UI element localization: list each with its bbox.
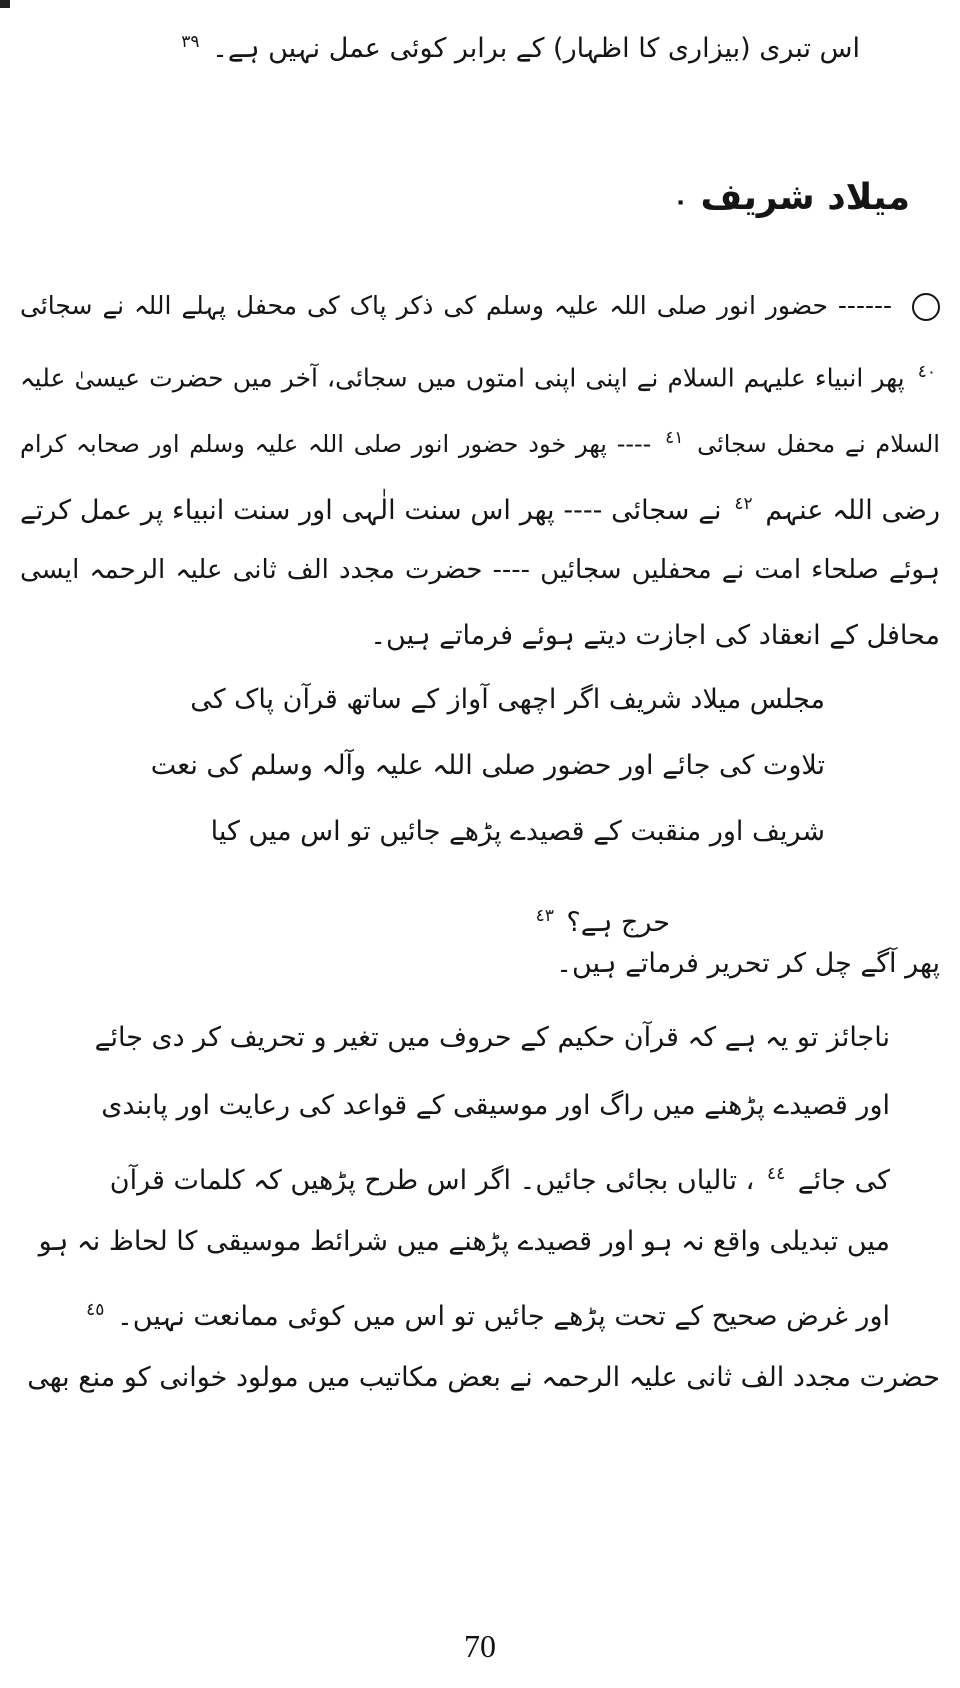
final-line <box>27 1358 940 1398</box>
footnote-ref-40: ٤٠ <box>917 362 936 382</box>
quote-text: حرج ہے؟ <box>566 907 670 938</box>
quote-text: اور غرض صحیح کے تحت پڑھے جائیں تو اس میں کوئی ممانعت نہیں۔ <box>116 1301 890 1332</box>
paragraph-line-1 <box>20 286 940 326</box>
quote-text: تلاوت کی جائے اور حضور صلی اللہ علیہ وآلہ وسلم کی نعت <box>150 750 825 781</box>
paragraph-text: پھر انبیاء علیہم السلام نے اپنی اپنی امتوں میں سجائی، آخر میں حضرت عیسیٰ علیہ <box>20 363 905 393</box>
intro-text: اس تبری (بیزاری کا اظہار) کے برابر کوئی عمل نہیں ہے۔ <box>212 33 860 64</box>
quote1-line-2 <box>151 746 825 786</box>
quote-text: مجلس میلاد شریف اگر اچھی آواز کے ساتھ قرآن پاک کی <box>190 684 825 715</box>
circle-bullet-icon <box>912 293 940 321</box>
page-number: 70 <box>464 1628 496 1664</box>
quote1-line-1 <box>190 680 825 720</box>
heading-text: میلاد شریف <box>700 177 910 218</box>
quote1-line-4 <box>532 896 670 943</box>
bridge-text: پھر آگے چل کر تحریر فرماتے ہیں۔ <box>556 948 940 979</box>
paragraph-text: رضی اللہ عنہم <box>765 495 940 526</box>
quote2-line-2 <box>101 1086 890 1126</box>
paragraph-text: ہوئے صلحاء امت نے محفلیں سجائیں ---- حضرت مجدد الف ثانی علیہ الرحمہ ایسی <box>20 555 940 585</box>
paragraph-line-4 <box>20 484 940 531</box>
quote-text: کی جائے <box>797 1165 890 1196</box>
intro-line <box>177 22 860 69</box>
quote2-line-4 <box>39 1222 890 1262</box>
quote2-line-1 <box>95 1018 890 1058</box>
final-text: حضرت مجدد الف ثانی علیہ الرحمہ نے بعض مکاتیب میں مولود خوانی کو منع بھی <box>27 1362 940 1393</box>
paragraph-line-5 <box>20 550 940 590</box>
quote-text: میں تبدیلی واقع نہ ہو اور قصیدے پڑھنے میں شرائط موسیقی کا لحاظ نہ ہو <box>38 1226 890 1257</box>
footnote-ref-45: ٤٥ <box>86 1300 105 1320</box>
corner-mark <box>0 0 10 8</box>
footnote-ref-43: ٤٣ <box>535 906 554 926</box>
paragraph-text: ------ حضور انور صلی اللہ علیہ وسلم کی ذکر پاک کی محفل پہلے اللہ نے سجائی <box>20 291 893 320</box>
paragraph-text: نے سجائی ---- پھر اس سنت الٰہی اور سنت انبیاء پر عمل کرتے <box>20 495 722 526</box>
heading-mark: ٠ <box>673 187 688 215</box>
quote-text: اور قصیدے پڑھنے میں راگ اور موسیقی کے قواعد کی رعایت اور پابندی <box>101 1090 890 1121</box>
paragraph-text: السلام نے محفل سجائی <box>697 430 940 458</box>
quote2-line-3 <box>110 1154 890 1201</box>
quote-text: شریف اور منقبت کے قصیدے پڑھے جائیں تو اس میں کیا <box>210 816 825 847</box>
paragraph-line-3 <box>20 418 940 464</box>
paragraph-line-6 <box>370 616 940 656</box>
paragraph-line-2 <box>20 352 940 398</box>
footnote-ref-44: ٤٤ <box>766 1164 786 1184</box>
bridge-line <box>556 944 940 984</box>
paragraph-text: ---- پھر خود حضور انور صلی اللہ علیہ وسلم اور صحابہ کرام <box>20 430 652 458</box>
quote-text: ناجائز تو یہ ہے کہ قرآن حکیم کے حروف میں تغیر و تحریف کر دی جائے <box>94 1022 890 1053</box>
section-heading <box>673 178 910 221</box>
footnote-ref-39: ٣٩ <box>181 32 200 52</box>
quote-text: ، تالیاں بجائی جائیں۔ اگر اس طرح پڑھیں کہ کلمات قرآن <box>109 1165 755 1196</box>
quote2-line-5 <box>82 1290 890 1337</box>
footnote-ref-42: ٤٢ <box>734 494 753 514</box>
quote1-line-3 <box>211 812 825 852</box>
footnote-ref-41: ٤١ <box>665 428 684 448</box>
paragraph-text: محافل کے انعقاد کی اجازت دیتے ہوئے فرماتے ہیں۔ <box>370 620 940 651</box>
